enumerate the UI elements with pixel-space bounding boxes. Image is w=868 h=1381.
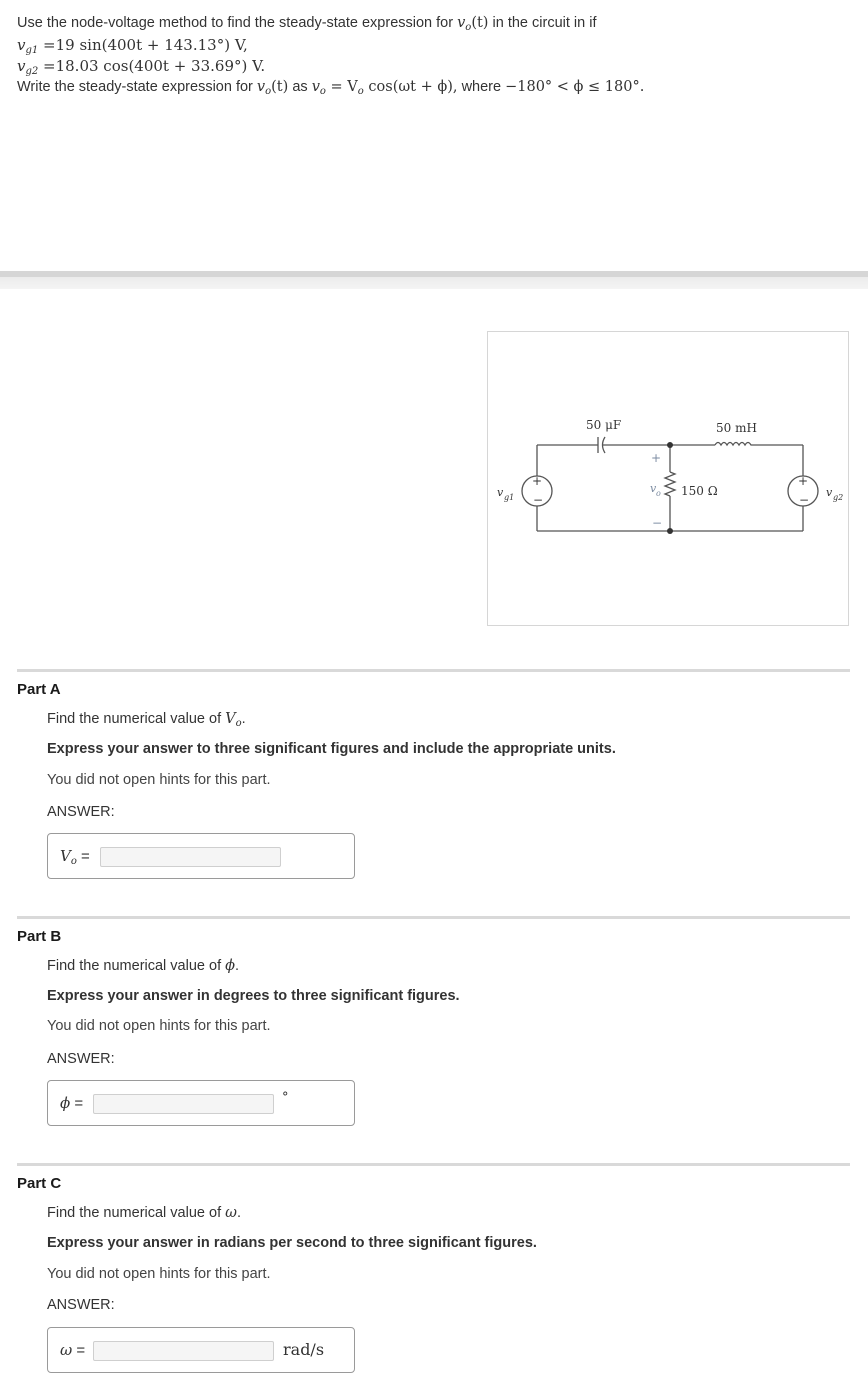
- circuit-diagram: [488, 332, 848, 625]
- vg2-expression: [17, 57, 265, 77]
- vg1-label: v: [497, 486, 504, 499]
- problem-text: where: [461, 79, 502, 95]
- part-c-hint: You did not open hints for this part.: [47, 1266, 271, 1282]
- part-b-title: Part B: [17, 928, 62, 945]
- part-a-answer-box: [47, 833, 355, 879]
- vg1-minus: −: [533, 493, 544, 507]
- math-var: ϕ: [225, 958, 236, 974]
- capacitor-label: 50 μF: [586, 418, 622, 432]
- problem-text-end: in the circuit in if: [492, 15, 597, 31]
- math-sub: o: [357, 86, 364, 97]
- rad-per-second-unit: rad/s: [283, 1340, 325, 1359]
- node-top: [667, 442, 673, 448]
- math-var: V: [225, 711, 236, 727]
- vg2-plus: +: [798, 474, 809, 488]
- math-sub: o: [235, 718, 242, 729]
- part-a-instruction: Express your answer to three significant figures and include the appropriate units.: [47, 741, 616, 757]
- vg1-sub: g1: [504, 493, 515, 502]
- vg2-value: =18.03 cos(400t + 33.69°) V.: [43, 57, 266, 75]
- problem-line-4: [17, 79, 644, 97]
- degree-unit: °: [282, 1090, 289, 1105]
- resistor-label: 150 Ω: [681, 484, 718, 498]
- part-a-question: [47, 711, 246, 729]
- vg1-expression: [17, 36, 248, 56]
- problem-text: Use the node-voltage method to find the steady-state expression for: [17, 15, 454, 31]
- resistor-zigzag: [665, 472, 675, 496]
- part-b-answer-label: ANSWER:: [47, 1051, 115, 1067]
- question-text: Find the numerical value of: [47, 711, 222, 727]
- part-c-instruction: Express your answer in radians per second to three significant figures.: [47, 1235, 537, 1251]
- problem-text: as: [292, 79, 308, 95]
- math-arg: (t): [471, 15, 489, 31]
- inductor-coil: [715, 443, 803, 446]
- part-a-answer-input[interactable]: [100, 847, 281, 867]
- math-var: v: [17, 57, 26, 75]
- part-a-answer-label: ANSWER:: [47, 804, 115, 820]
- vg1-value: =19 sin(400t + 143.13°) V,: [43, 36, 248, 54]
- math-sub: g2: [25, 66, 39, 77]
- math-sub: o: [465, 22, 472, 33]
- section-divider: [0, 271, 868, 289]
- part-b-answer-input[interactable]: [93, 1094, 274, 1114]
- math-sub: o: [319, 86, 326, 97]
- vg1-plus: +: [532, 474, 543, 488]
- part-c-answer-input[interactable]: [93, 1341, 274, 1361]
- math-var: v: [311, 79, 320, 95]
- equals-sign: =: [81, 848, 90, 865]
- part-b-instruction: Express your answer in degrees to three significant figures.: [47, 988, 460, 1004]
- math-sub: g1: [25, 45, 39, 56]
- part-b-rule: [17, 916, 850, 919]
- math-var: v: [457, 15, 466, 31]
- equals-sign: =: [74, 1095, 84, 1112]
- part-c-question: [47, 1205, 241, 1221]
- problem-text: Write the steady-state expression for: [17, 79, 253, 95]
- part-c-title: Part C: [17, 1175, 62, 1192]
- vo-label: v: [650, 482, 657, 495]
- math-rest: cos(ωt + ϕ),: [363, 79, 458, 95]
- math-var: ϕ: [60, 1094, 71, 1112]
- math-var: v: [17, 36, 26, 54]
- vg2-minus: −: [799, 493, 810, 507]
- question-end: .: [241, 711, 246, 727]
- part-c-answer-box: [47, 1327, 355, 1373]
- question-text: Find the numerical value of: [47, 1205, 222, 1221]
- vg2-label: v: [826, 486, 833, 499]
- math-sub: o: [70, 856, 77, 867]
- math-var: V: [60, 847, 71, 865]
- question-end: .: [235, 958, 240, 974]
- math-arg: (t): [271, 79, 289, 95]
- math-eq: = V: [325, 79, 358, 95]
- inductor-label: 50 mH: [716, 421, 757, 435]
- part-c-rule: [17, 1163, 850, 1166]
- vo-minus: −: [652, 516, 663, 530]
- math-var: v: [256, 79, 266, 95]
- part-b-hint: You did not open hints for this part.: [47, 1018, 271, 1034]
- math-var: ω: [225, 1205, 237, 1221]
- vo-sub: o: [656, 489, 661, 498]
- math-sub: o: [265, 86, 272, 97]
- part-b-answer-box: [47, 1080, 355, 1126]
- question-text: Find the numerical value of: [47, 958, 222, 974]
- part-c-input-label: [60, 1341, 85, 1359]
- problem-line-1: [17, 15, 596, 33]
- question-end: .: [236, 1205, 241, 1221]
- part-a-input-label: [60, 847, 90, 867]
- circuit-figure: [487, 331, 849, 626]
- part-b-input-label: [60, 1094, 83, 1112]
- part-b-question: [47, 958, 239, 974]
- vo-plus: +: [651, 451, 662, 465]
- part-a-rule: [17, 669, 850, 672]
- part-a-hint: You did not open hints for this part.: [47, 772, 271, 788]
- part-c-answer-label: ANSWER:: [47, 1297, 115, 1313]
- phi-range: −180° < ϕ ≤ 180°.: [505, 79, 645, 95]
- node-bottom: [667, 528, 673, 534]
- part-a-title: Part A: [17, 681, 61, 698]
- math-var: ω: [60, 1341, 73, 1359]
- equals-sign: =: [76, 1342, 86, 1359]
- vg2-sub: g2: [833, 493, 844, 502]
